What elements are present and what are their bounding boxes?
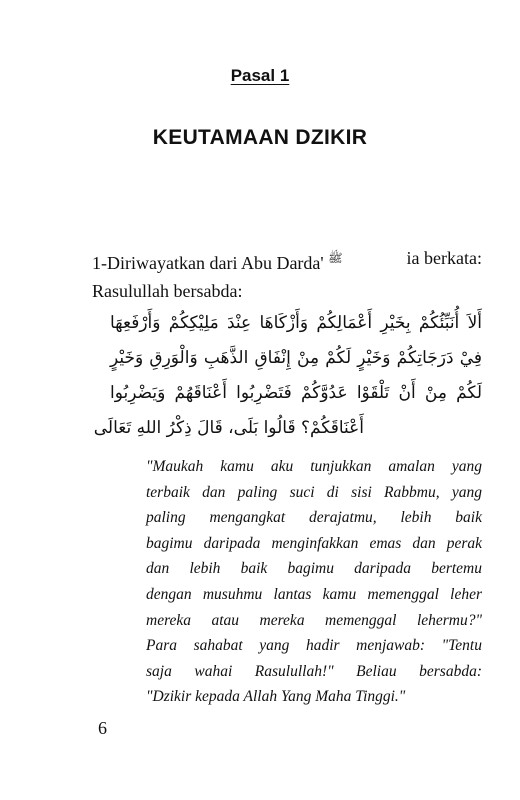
translation-line: "Maukah kamu aku tunjukkan amalan yang xyxy=(146,458,482,475)
translation-line: "Dzikir kepada Allah Yang Maha Tinggi." xyxy=(146,688,406,706)
translation-line: dengan musuhmu lantas kamu memenggal leher xyxy=(146,585,482,603)
hadith-intro-line-2: Rasulullah bersabda: xyxy=(92,281,243,301)
hadith-intro-line-1 xyxy=(92,244,482,277)
translation-line: terbaik dan paling suci di sisi Rabbmu, yang xyxy=(146,483,482,501)
arabic-hadith-text xyxy=(93,306,482,446)
intro-narrator-text xyxy=(92,244,343,277)
intro-said: ia berkata: xyxy=(406,248,482,268)
translation-line: mereka atau mereka memenggal lehermu?" xyxy=(146,611,482,629)
translation-line: Para sahabat yang hadir menjawab: "Tentu xyxy=(146,637,482,655)
chapter-label-text: Pasal 1 xyxy=(230,66,290,85)
translation-line: dan lebih baik bagimu daripada bertemu xyxy=(146,560,482,578)
arabic-line: لَكُمْ مِنْ أَنْ تَلْقَوْا عَدُوَّكُمْ فَتَضْرِبُوا أَعْنَاقَهُمْ وَيَضْرِبُوا xyxy=(110,383,482,403)
arabic-line: أَلاَ أُنَبِّئُكُمْ بِخَيْرِ أَعْمَالِكُمْ وَأَزْكَاهَا عِنْدَ مَلِيْكِكُمْ وَأَرْفَعِهَا xyxy=(110,313,482,333)
translation-line: saja wahai Rasulullah!" Beliau bersabda: xyxy=(146,662,482,680)
translation-line: paling mengangkat derajatmu, lebih baik xyxy=(146,509,482,527)
intro-narrator: 1-Diriwayatkan dari Abu Darda' xyxy=(92,253,324,273)
arabic-line: أَعْنَاقَكُمْ؟ قَالُوا بَلَى، قَالَ ذِكْرُ اللهِ تَعَالَى xyxy=(93,418,364,438)
chapter-label xyxy=(0,66,520,86)
translation-line: bagimu daripada menginfakkan emas dan perak xyxy=(146,534,482,552)
hadith-translation xyxy=(146,454,482,710)
arabic-line: فِيْ دَرَجَاتِكُمْ وَخَيْرٍ لَكُمْ مِنْ إِنْفَاقِ الذَّهَبِ وَالْوَرِقِ وَخَيْرٍ xyxy=(110,348,482,368)
chapter-title: KEUTAMAAN DZIKIR xyxy=(152,126,368,149)
honorific-symbol-icon: ﷺ xyxy=(328,251,343,265)
hadith-intro xyxy=(92,244,482,305)
page-number: 6 xyxy=(98,718,107,738)
